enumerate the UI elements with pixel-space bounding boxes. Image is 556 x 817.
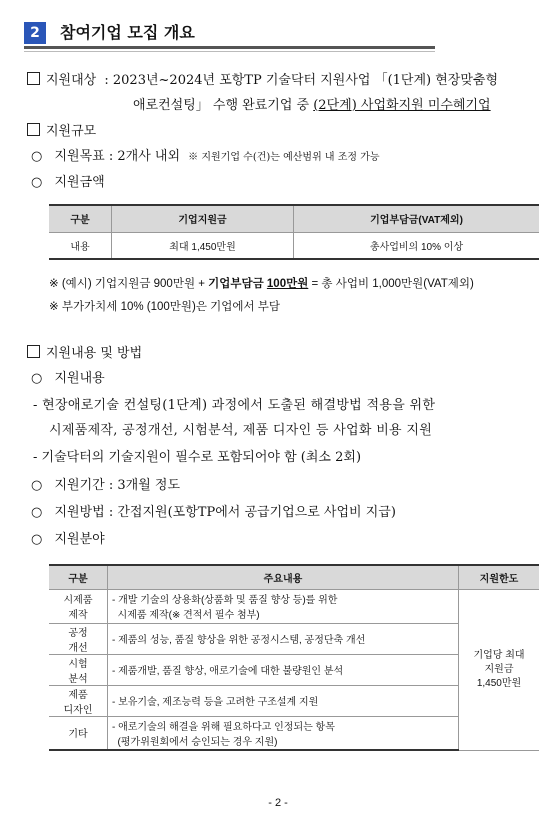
- goal-line: [31, 148, 380, 167]
- vat-note: ※ 부가가치세 10% (100만원)은 기업에서 부담: [49, 301, 280, 313]
- goal-note: ※ 지원기업 수(건)는 예산범위 내 조정 가능: [188, 152, 380, 163]
- header-rule-thin: [24, 51, 435, 52]
- table2-header-category: 구분: [49, 565, 108, 589]
- table1-header-burden: 기업부담금(VAT제외): [294, 205, 539, 232]
- limit-line-3: 1,450만원: [476, 677, 522, 689]
- table2-cell-content: - 보유기술, 제조능력 등을 고려한 구조설계 지원: [108, 685, 459, 716]
- target-text-underlined: (2단계) 사업화지원 미수혜기업: [313, 98, 491, 113]
- table2-cell-category: 시험 분석: [49, 654, 108, 685]
- period-line: [31, 477, 180, 495]
- scale-heading: [27, 123, 96, 141]
- target-label: 지원대상: [46, 73, 97, 88]
- section-number-badge: 2: [24, 22, 46, 44]
- amount-label: 지원금액: [54, 175, 105, 190]
- table1-header-category: 구분: [49, 205, 112, 232]
- table2-cell-limit: [459, 589, 540, 750]
- content-dash1-line2: 시제품제작, 공정개선, 시험분석, 제품 디자인 등 사업화 비용 지원: [49, 423, 433, 438]
- table2-cell-category: 기타: [49, 716, 108, 750]
- limit-line-2: 지원금: [484, 663, 514, 675]
- scale-label: 지원규모: [46, 124, 97, 139]
- method-line: [31, 504, 396, 522]
- goal-value: : 2개사 내외: [108, 149, 181, 164]
- example-note-bold: 기업부담금: [208, 278, 267, 290]
- field-text: 지원분야: [54, 532, 105, 547]
- circle-bullet-icon: ○: [31, 371, 43, 386]
- content-label: 지원내용 및 방법: [46, 346, 143, 361]
- content-dash2: - 기술닥터의 기술지원이 필수로 포함되어야 함 (최소 2회): [33, 450, 362, 465]
- content-heading: [27, 345, 142, 363]
- target-line-2: [133, 97, 491, 115]
- table2-cell-content: - 애로기술의 해결을 위해 필요하다고 인정되는 항목 (평가위원회에서 승인되는 경우 지원): [108, 716, 459, 750]
- content-dash1-line1: - 현장애로기술 컨설팅(1단계) 과정에서 도출된 해결방법 적용을 위한: [33, 398, 436, 413]
- example-note: [49, 275, 474, 293]
- table1-cell-support: 최대 1,450만원: [112, 232, 294, 259]
- target-text-2: 애로컨설팅」 수행 완료기업 중: [133, 98, 314, 113]
- amount-line: [31, 174, 105, 192]
- checkbox-square-icon: [27, 345, 40, 358]
- period-text: 지원기간 : 3개월 정도: [54, 478, 180, 493]
- table2-cell-content: - 제품의 성능, 품질 향상을 위한 공정시스템, 공정단축 개선: [108, 623, 459, 654]
- support-field-table: [49, 564, 539, 751]
- content-sub-label: 지원내용: [54, 371, 105, 386]
- content-sub-line: [31, 370, 105, 388]
- circle-bullet-icon: ○: [31, 505, 43, 520]
- example-note-bold-underlined: 100만원: [266, 278, 309, 290]
- page-number: - 2 -: [268, 797, 288, 809]
- method-text: 지원방법 : 간접지원(포항TP에서 공급기업으로 사업비 지급): [54, 505, 396, 520]
- circle-bullet-icon: ○: [31, 175, 43, 190]
- table2-header-content: 주요내용: [108, 565, 459, 589]
- field-line: [31, 531, 105, 549]
- example-note-post: = 총 사업비 1,000만원(VAT제외): [308, 278, 474, 290]
- checkbox-square-icon: [27, 72, 40, 85]
- goal-label: 지원목표: [54, 149, 105, 164]
- table2-cell-category: 제품 디자인: [49, 685, 108, 716]
- example-note-pre: ※ (예시) 기업지원금 900만원 +: [49, 278, 209, 290]
- section-title: 참여기업 모집 개요: [60, 23, 195, 42]
- table2-header-limit: 지원한도: [459, 565, 540, 589]
- checkbox-square-icon: [27, 123, 40, 136]
- circle-bullet-icon: ○: [31, 532, 43, 547]
- circle-bullet-icon: ○: [31, 478, 43, 493]
- table2-cell-category: 공정 개선: [49, 623, 108, 654]
- table1-cell-category: 내용: [49, 232, 112, 259]
- target-text-1: : 2023년~2024년 포항TP 기술닥터 지원사업 「(1단계) 현장맞춤형: [104, 73, 499, 88]
- table2-cell-content: - 개발 기술의 상용화(상품화 및 품질 향상 등)를 위한 시제품 제작(※ 견적서 필수 첨부): [108, 589, 459, 623]
- table1-header-support: 기업지원금: [112, 205, 294, 232]
- target-line-1: [27, 72, 498, 90]
- limit-line-1: 기업당 최대: [473, 649, 525, 661]
- table1-cell-burden: 총사업비의 10% 이상: [294, 232, 539, 259]
- table2-cell-content: - 제품개발, 품질 향상, 애로기술에 대한 불량원인 분석: [108, 654, 459, 685]
- header-rule: [24, 46, 435, 49]
- table2-cell-category: 시제품 제작: [49, 589, 108, 623]
- support-amount-table: [49, 204, 539, 260]
- circle-bullet-icon: ○: [31, 149, 43, 164]
- table-row: [49, 589, 539, 623]
